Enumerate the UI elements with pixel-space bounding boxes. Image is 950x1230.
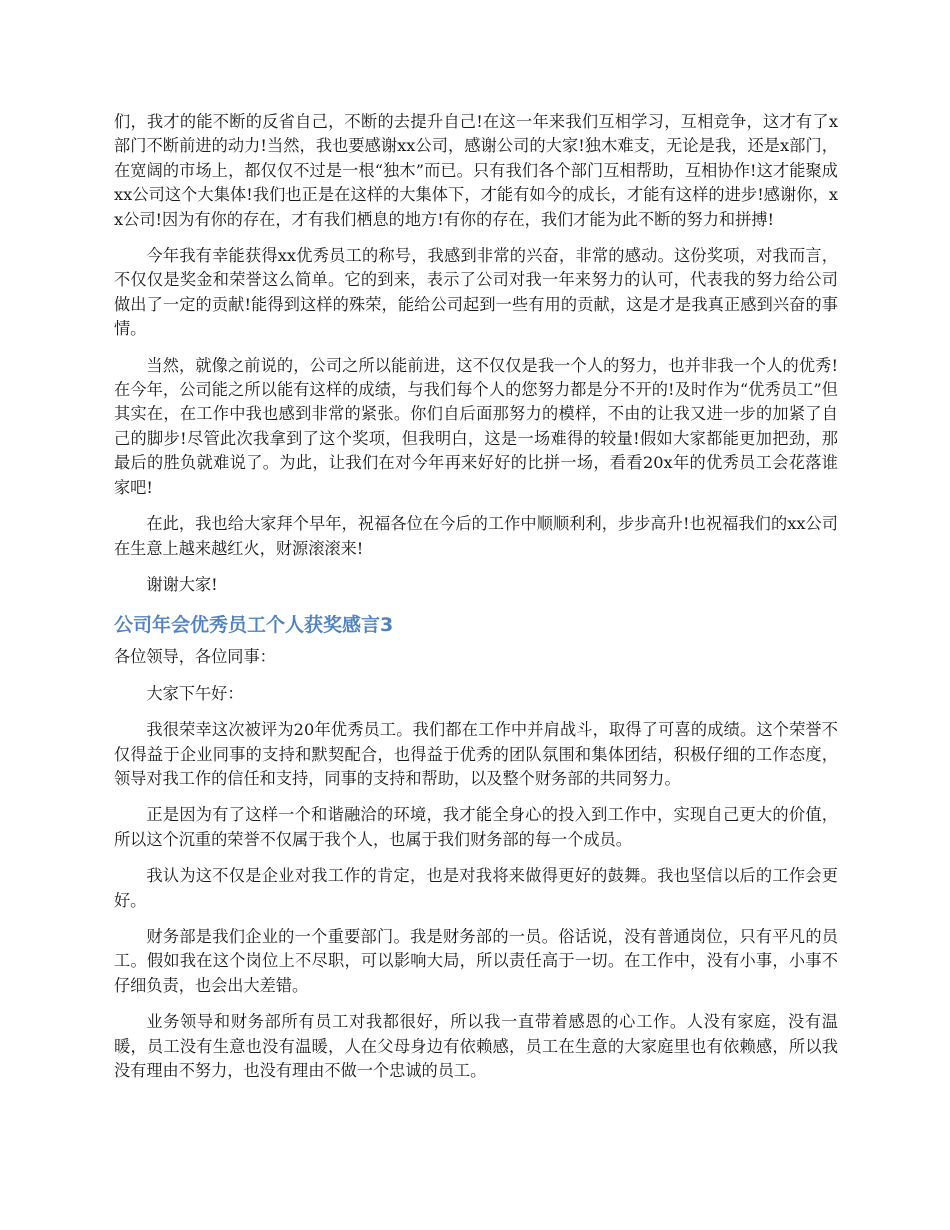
paragraph: 在此，我也给大家拜个早年，祝福各位在今后的工作中顺顺利利，步步高升!也祝福我们的xx公司在生意上越来越红火，财源滚滚来! <box>114 514 838 558</box>
paragraph: 正是因为有了这样一个和谐融洽的环境，我才能全身心的投入到工作中，实现自己更大的价值，所以这个沉重的荣誉不仅属于我个人，也属于我们财务部的每一个成员。 <box>114 805 838 849</box>
document-page <box>114 110 838 1083</box>
paragraph: 当然，就像之前说的，公司之所以能前进，这不仅仅是我一个人的努力，也并非我一个人的优秀!在今年，公司能之所以能有这样的成绩，与我们每个人的您努力都是分不开的!及时作为“优秀员工”但其实在，在工作中我也感到非常的紧张。你们自后面那努力的模样，不由的让我又进一步的加紧了自己的脚步!尽管此次我拿到了这个奖项，但我明白，这是一场难得的较量!假如大家都能更加把劲，那最后的胜负就难说了。为此，让我们在对今年再来好好的比拼一场，看看20x年的优秀员工会花落谁家吧! <box>114 355 838 497</box>
closing-line: 谢谢大家! <box>146 574 218 594</box>
paragraph: 我很荣幸这次被评为20年优秀员工。我们都在工作中并肩战斗，取得了可喜的成绩。这个荣誉不仅得益于企业同事的支持和默契配合，也得益于优秀的团队氛围和集体团结，积极仔细的工作态度，领导对我工作的信任和支持，同事的支持和帮助，以及整个财务部的共同努力。 <box>114 720 838 788</box>
greeting: 大家下午好： <box>146 683 244 703</box>
paragraph: 们，我才的能不断的反省自己，不断的去提升自己!在这一年来我们互相学习，互相竞争，这才有了x部门不断前进的动力!当然，我也要感谢xx公司，感谢公司的大家!独木难支，无论是我，还是x部门，在宽阔的市场上，都仅仅不过是一根“独木”而已。只有我们各个部门互相帮助，互相协作!这才能聚成xx公司这个大集体!我们也正是在这样的大集体下，才能有如今的成长，才能有这样的进步!感谢你，xx公司!因为有你的存在，才有我们栖息的地方!有你的存在，我们才能为此不断的努力和拼搏! <box>114 112 838 229</box>
paragraph: 今年我有幸能获得xx优秀员工的称号，我感到非常的兴奋，非常的感动。这份奖项，对我而言，不仅仅是奖金和荣誉这么简单。它的到来，表示了公司对我一年来努力的认可，代表我的努力给公司做出了一定的贡献!能得到这样的殊荣，能给公司起到一些有用的贡献，这是才是我真正感到兴奋的事情。 <box>114 246 838 339</box>
paragraph: 我认为这不仅是企业对我工作的肯定，也是对我将来做得更好的鼓舞。我也坚信以后的工作会更好。 <box>114 866 838 910</box>
paragraph: 业务领导和财务部所有员工对我都很好，所以我一直带着感恩的心工作。人没有家庭，没有温暖，员工没有生意也没有温暖，人在父母身边有依赖感，员工在生意的大家庭里也有依赖感，所以我没有理由不努力，也没有理由不做一个忠诚的员工。 <box>114 1012 838 1080</box>
salutation: 各位领导，各位同事： <box>114 647 276 667</box>
paragraph: 财务部是我们企业的一个重要部门。我是财务部的一员。俗话说，没有普通岗位，只有平凡的员工。假如我在这个岗位上不尽职，可以影响大局，所以责任高于一切。在工作中，没有小事，小事不仔细负责，也会出大差错。 <box>114 926 838 995</box>
section-heading: 公司年会优秀员工个人获奖感言3 <box>114 614 394 637</box>
